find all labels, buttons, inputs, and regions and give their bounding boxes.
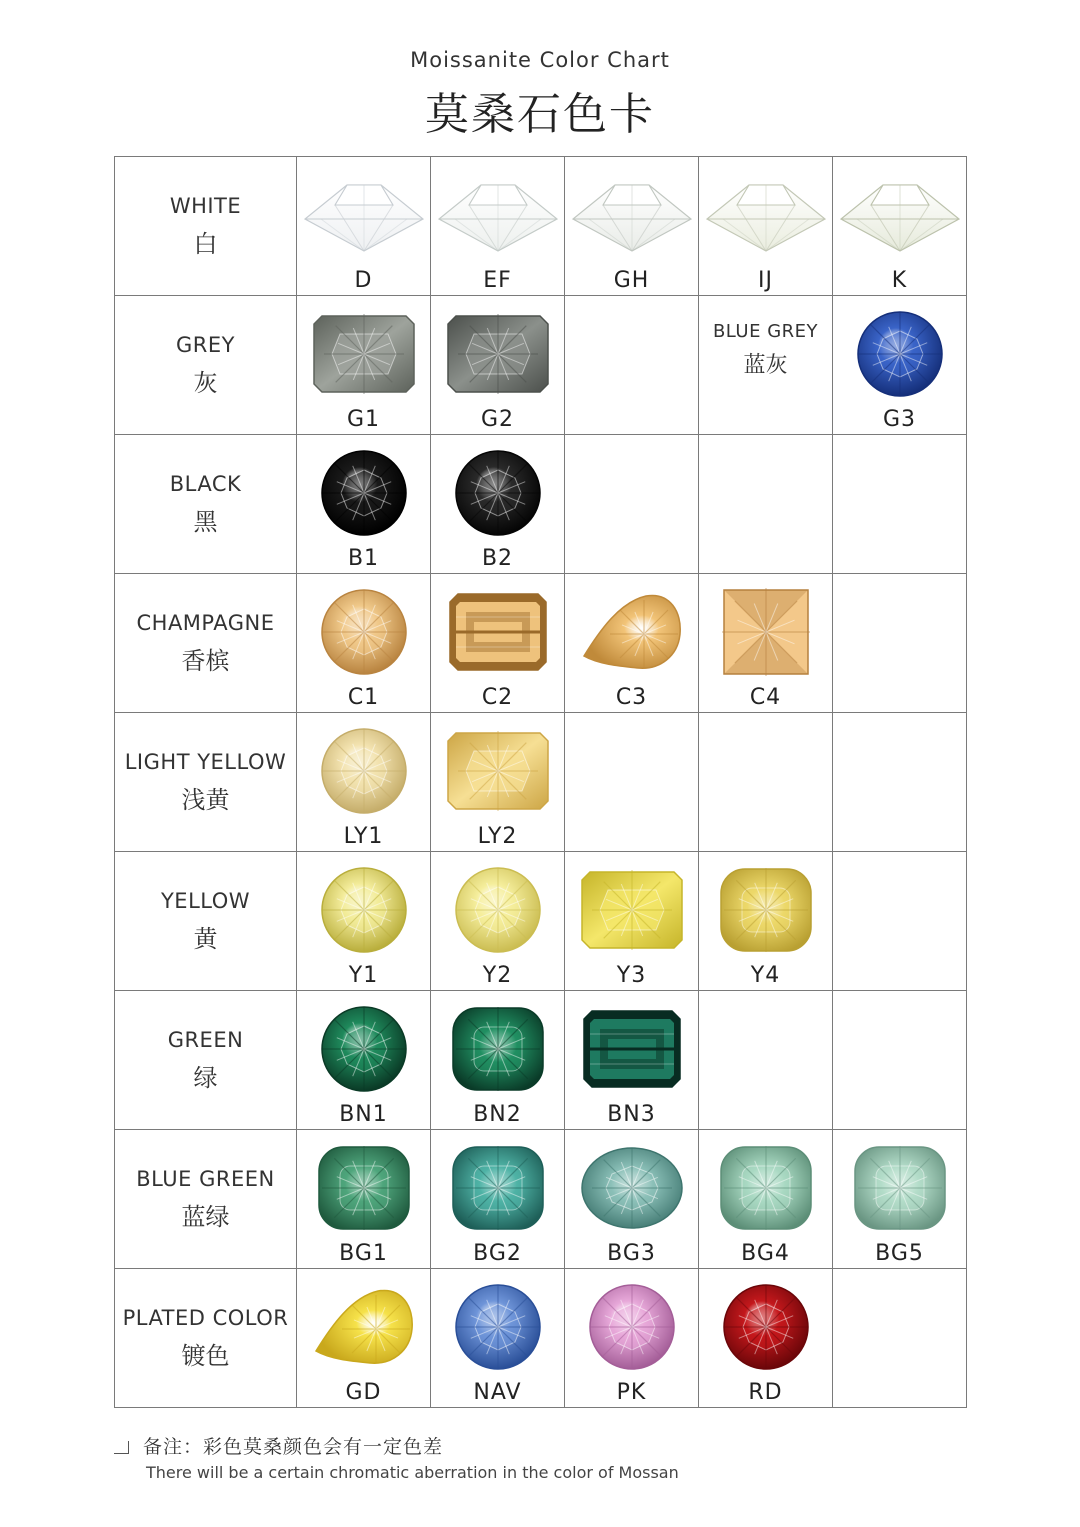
row-label-en: GREEN — [167, 1027, 244, 1052]
row-label-en: PLATED COLOR — [122, 1305, 289, 1330]
row-label-zh: 黑 — [193, 507, 218, 536]
row-label — [115, 991, 297, 1130]
empty-cell — [565, 296, 699, 435]
gemstone-icon — [699, 1279, 832, 1375]
gemstone-icon — [565, 167, 698, 263]
color-code: BG2 — [473, 1241, 522, 1266]
color-code: G2 — [480, 407, 515, 432]
swatch-cell — [297, 852, 431, 991]
swatch-cell — [431, 574, 565, 713]
row-label-en: BLACK — [169, 471, 242, 496]
gemstone-icon — [431, 1001, 564, 1097]
color-code: BN2 — [473, 1102, 522, 1127]
footer-note — [114, 1432, 679, 1482]
row-label — [115, 574, 297, 713]
row-label — [115, 713, 297, 852]
color-code: BN3 — [607, 1102, 656, 1127]
empty-cell — [833, 435, 967, 574]
swatch-cell — [431, 852, 565, 991]
color-code: Y1 — [348, 963, 379, 988]
swatch-cell — [565, 1269, 699, 1408]
color-code: Y3 — [616, 963, 647, 988]
swatch-label-zh: 蓝灰 — [743, 353, 788, 378]
swatch-cell — [431, 991, 565, 1130]
row-label-en: LIGHT YELLOW — [124, 749, 287, 774]
gemstone-icon — [431, 723, 564, 819]
row-label-en: BLUE GREEN — [136, 1166, 275, 1191]
swatch-cell — [833, 157, 967, 296]
row-label — [115, 157, 297, 296]
gemstone-icon — [565, 1001, 698, 1097]
swatch-cell — [297, 296, 431, 435]
swatch-cell — [565, 574, 699, 713]
row-label — [115, 852, 297, 991]
swatch-cell — [431, 296, 565, 435]
gemstone-icon — [699, 167, 832, 263]
swatch-cell — [699, 157, 833, 296]
row-label-zh: 绿 — [193, 1063, 218, 1092]
swatch-cell — [431, 435, 565, 574]
color-code: BG3 — [607, 1241, 656, 1266]
gemstone-icon — [297, 862, 430, 958]
row-label — [115, 296, 297, 435]
row-label-zh: 浅黄 — [181, 785, 230, 814]
swatch-cell — [699, 1130, 833, 1269]
row-label — [115, 1130, 297, 1269]
swatch-cell — [699, 852, 833, 991]
note-zh: 备注：彩色莫桑颜色会有一定色差 — [143, 1436, 444, 1458]
color-code: IJ — [758, 268, 773, 293]
swatch-cell — [565, 991, 699, 1130]
chart-row — [115, 1130, 967, 1269]
empty-cell — [833, 852, 967, 991]
color-code: GD — [345, 1380, 382, 1405]
gemstone-icon — [833, 167, 966, 263]
row-label-en: YELLOW — [160, 888, 251, 913]
gemstone-icon — [833, 1140, 966, 1236]
swatch-cell — [565, 1130, 699, 1269]
chart-row — [115, 435, 967, 574]
chart-row — [115, 852, 967, 991]
chart-row — [115, 1269, 967, 1408]
row-label-zh: 蓝绿 — [181, 1202, 230, 1231]
color-code: C2 — [481, 685, 514, 710]
swatch-cell — [431, 713, 565, 852]
color-code: Y4 — [750, 963, 781, 988]
empty-cell — [699, 435, 833, 574]
gemstone-icon — [297, 584, 430, 680]
row-label-en: WHITE — [169, 193, 242, 218]
gemstone-icon — [431, 445, 564, 541]
empty-cell — [699, 713, 833, 852]
swatch-cell — [297, 1130, 431, 1269]
chart-row — [115, 574, 967, 713]
row-label-zh: 灰 — [193, 368, 218, 397]
gemstone-icon — [431, 1140, 564, 1236]
empty-cell — [833, 574, 967, 713]
color-code: BN1 — [339, 1102, 388, 1127]
swatch-cell — [833, 296, 967, 435]
gemstone-icon — [297, 1001, 430, 1097]
gemstone-icon — [297, 1279, 430, 1375]
color-code: EF — [483, 268, 512, 293]
color-code: NAV — [473, 1380, 522, 1405]
gemstone-icon — [431, 1279, 564, 1375]
swatch-cell — [699, 574, 833, 713]
color-code: BG5 — [875, 1241, 924, 1266]
gemstone-icon — [565, 1279, 698, 1375]
swatch-cell — [699, 1269, 833, 1408]
color-code: G1 — [346, 407, 381, 432]
gemstone-icon — [431, 306, 564, 402]
gemstone-icon — [431, 584, 564, 680]
color-code: C3 — [615, 685, 648, 710]
gemstone-icon — [565, 584, 698, 680]
color-code: B2 — [481, 546, 514, 571]
title-en: Moissanite Color Chart — [410, 48, 670, 72]
swatch-cell — [699, 296, 833, 435]
gemstone-icon — [297, 445, 430, 541]
color-code: LY1 — [343, 824, 384, 849]
row-label-zh: 镀色 — [181, 1341, 230, 1370]
empty-cell — [833, 991, 967, 1130]
color-code: RD — [748, 1380, 783, 1405]
gemstone-icon — [297, 1140, 430, 1236]
swatch-cell — [297, 991, 431, 1130]
row-label-zh: 黄 — [193, 924, 218, 953]
gemstone-icon — [297, 306, 430, 402]
gemstone-icon — [431, 862, 564, 958]
swatch-cell — [833, 1130, 967, 1269]
gemstone-icon — [297, 167, 430, 263]
gemstone-icon — [565, 862, 698, 958]
color-code: G3 — [882, 407, 917, 432]
chart-row — [115, 157, 967, 296]
color-code: K — [891, 268, 908, 293]
swatch-cell — [297, 1269, 431, 1408]
gemstone-icon — [699, 862, 832, 958]
swatch-cell — [431, 1269, 565, 1408]
color-code: B1 — [347, 546, 380, 571]
gemstone-icon — [565, 1140, 698, 1236]
gemstone-icon — [833, 306, 966, 402]
empty-cell — [565, 435, 699, 574]
gemstone-icon — [431, 167, 564, 263]
empty-cell — [699, 991, 833, 1130]
row-label — [115, 435, 297, 574]
color-code: Y2 — [482, 963, 513, 988]
swatch-cell — [297, 713, 431, 852]
gemstone-icon — [297, 723, 430, 819]
swatch-cell — [565, 852, 699, 991]
empty-cell — [833, 1269, 967, 1408]
swatch-cell — [431, 1130, 565, 1269]
swatch-cell — [565, 157, 699, 296]
gemstone-icon — [699, 1140, 832, 1236]
chart-row — [115, 296, 967, 435]
color-code: LY2 — [477, 824, 518, 849]
color-code: BG4 — [741, 1241, 790, 1266]
swatch-cell — [297, 435, 431, 574]
swatch-cell — [297, 157, 431, 296]
color-code: C1 — [347, 685, 380, 710]
corner-bracket-icon — [114, 1441, 129, 1454]
color-code: C4 — [749, 685, 782, 710]
chart-header — [0, 48, 1080, 142]
color-code: BG1 — [339, 1241, 388, 1266]
color-code: PK — [616, 1380, 647, 1405]
color-code: GH — [613, 268, 650, 293]
empty-cell — [565, 713, 699, 852]
row-label-zh: 香槟 — [181, 646, 230, 675]
chart-row — [115, 713, 967, 852]
color-chart-table — [114, 156, 967, 1408]
row-label-zh: 白 — [193, 229, 218, 258]
swatch-label-en: BLUE GREY — [712, 321, 819, 342]
row-label-en: CHAMPAGNE — [136, 610, 275, 635]
gemstone-icon — [699, 584, 832, 680]
note-en: There will be a certain chromatic aberration in the color of Mossan — [146, 1463, 679, 1482]
empty-cell — [833, 713, 967, 852]
row-label — [115, 1269, 297, 1408]
color-code: D — [354, 268, 373, 293]
chart-row — [115, 991, 967, 1130]
swatch-cell — [297, 574, 431, 713]
title-zh: 莫桑石色卡 — [425, 89, 655, 140]
swatch-cell — [431, 157, 565, 296]
row-label-en: GREY — [176, 332, 235, 357]
